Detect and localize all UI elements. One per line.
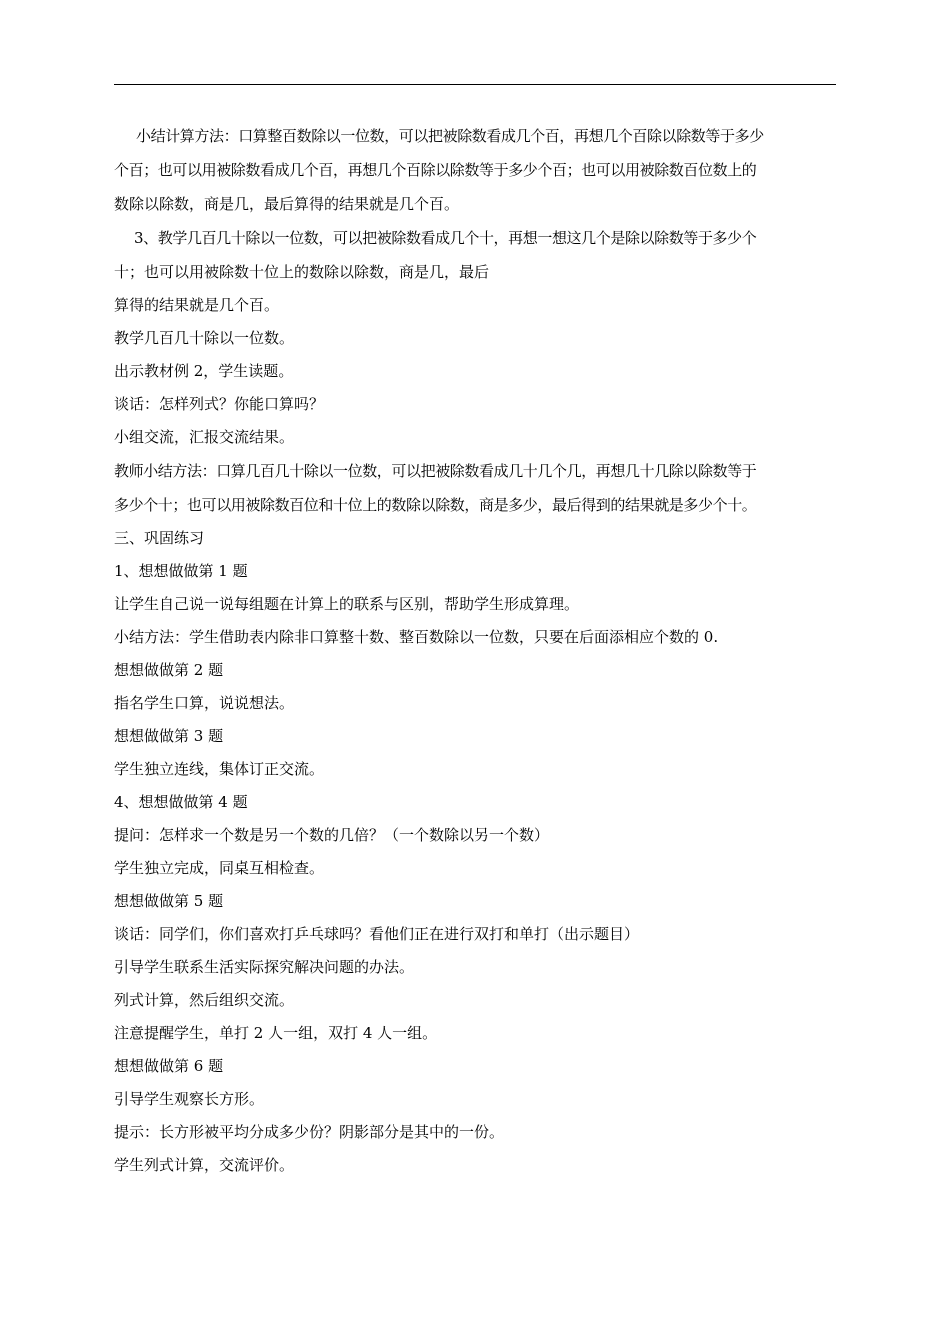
- paragraph-line: 学生独立连线，集体订正交流。: [114, 760, 325, 778]
- paragraph-line: 指名学生口算，说说想法。: [114, 694, 295, 712]
- paragraph-line: 教学几百几十除以一位数。: [114, 329, 295, 347]
- paragraph-line: 出示教材例 2，学生读题。: [114, 362, 294, 380]
- paragraph-line: 个百；也可以用被除数看成几个百，再想几个百除以除数等于多少个百；也可以用被除数百位数上的: [114, 161, 757, 179]
- paragraph-line: 想想做做第 3 题: [114, 727, 224, 745]
- paragraph-line: 十；也可以用被除数十位上的数除以除数，商是几，最后: [114, 263, 490, 281]
- paragraph-line: 想想做做第 5 题: [114, 892, 224, 910]
- section-heading: 三、巩固练习: [114, 529, 205, 547]
- paragraph-line: 让学生自己说一说每组题在计算上的联系与区别，帮助学生形成算理。: [114, 595, 580, 613]
- paragraph-line: 小组交流，汇报交流结果。: [114, 428, 295, 446]
- paragraph-line: 想想做做第 6 题: [114, 1057, 224, 1075]
- paragraph-line: 教师小结方法：口算几百几十除以一位数，可以把被除数看成几十几个几，再想几十几除以除数等于: [114, 462, 757, 480]
- paragraph-line: 注意提醒学生，单打 2 人一组，双打 4 人一组。: [114, 1024, 438, 1042]
- paragraph-line: 多少个十；也可以用被除数百位和十位上的数除以除数，商是多少，最后得到的结果就是多少个十。: [114, 496, 757, 514]
- paragraph-line: 学生独立完成，同桌互相检查。: [114, 859, 325, 877]
- paragraph-line: 数除以除数，商是几，最后算得的结果就是几个百。: [114, 195, 460, 213]
- paragraph-line: 算得的结果就是几个百。: [114, 296, 280, 314]
- paragraph-line: 4、想想做做第 4 题: [114, 793, 248, 811]
- paragraph-line: 引导学生观察长方形。: [114, 1090, 265, 1108]
- paragraph-line: 想想做做第 2 题: [114, 661, 224, 679]
- document-body: [114, 119, 838, 1182]
- paragraph-line: 学生列式计算，交流评价。: [114, 1156, 295, 1174]
- paragraph-line: 提问：怎样求一个数是另一个数的几倍？（一个数除以另一个数）: [114, 826, 550, 844]
- paragraph-line: 列式计算，然后组织交流。: [114, 991, 295, 1009]
- header-rule: [114, 84, 836, 85]
- paragraph-line: 提示：长方形被平均分成多少份？阴影部分是其中的一份。: [114, 1123, 505, 1141]
- paragraph-line: 引导学生联系生活实际探究解决问题的办法。: [114, 958, 415, 976]
- paragraph-line: 小结计算方法：口算整百数除以一位数，可以把被除数看成几个百，再想几个百除以除数等于多少: [136, 127, 764, 145]
- paragraph-line: 谈话：怎样列式？你能口算吗？: [114, 395, 325, 413]
- paragraph-line: 小结方法：学生借助表内除非口算整十数、整百数除以一位数，只要在后面添相应个数的 0.: [114, 628, 719, 646]
- paragraph-line: 3、教学几百几十除以一位数，可以把被除数看成几个十，再想一想这几个是除以除数等于多少个: [134, 229, 757, 247]
- paragraph-line: 1、想想做做第 1 题: [114, 562, 248, 580]
- paragraph-line: 谈话：同学们，你们喜欢打乒乓球吗？看他们正在进行双打和单打（出示题目）: [114, 925, 640, 943]
